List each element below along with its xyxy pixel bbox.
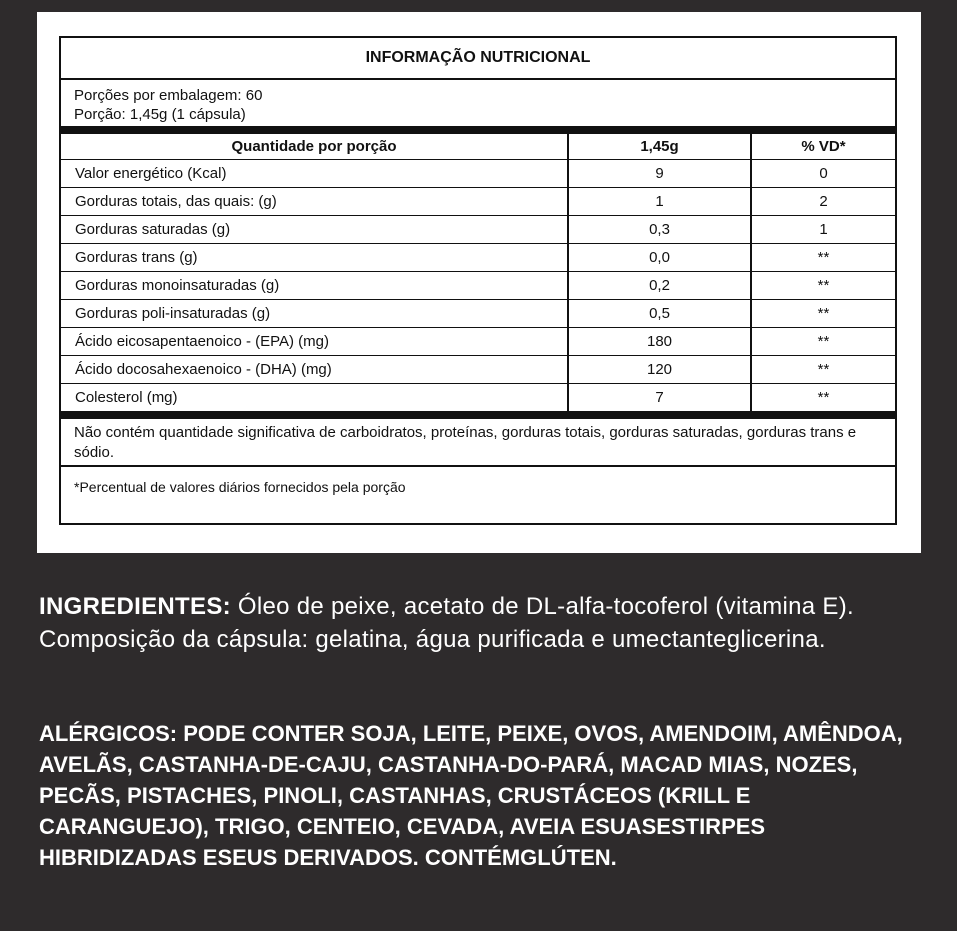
table-row [61,272,895,300]
nutrient-vd: ** [817,277,830,294]
nutrient-amount: 0,2 [569,272,752,299]
table-row [61,300,895,328]
nutrient-vd: ** [817,305,830,322]
nutrient-vd: 2 [819,193,828,210]
nutrient-amount: 120 [569,356,752,383]
ingredients-text [39,590,921,656]
nutrient-vd: ** [817,361,830,378]
table-row [61,356,895,384]
portion-info [61,80,895,134]
nutrient-vd: 0 [819,165,828,182]
nutrient-name: Gorduras totais, das quais: (g) [61,188,569,215]
nutrient-vd: ** [817,249,830,266]
nutrient-amount: 7 [569,384,752,411]
nutrient-name: Gorduras saturadas (g) [61,216,569,243]
nutrient-name: Colesterol (mg) [61,384,569,411]
nutrition-panel [37,12,921,553]
table-body [61,160,895,419]
nutrient-name: Gorduras monoinsaturadas (g) [61,272,569,299]
table-row [61,160,895,188]
header-portion: 1,45g [569,134,752,159]
nutrient-amount: 0,5 [569,300,752,327]
portion-size: Porção: 1,45g (1 cápsula) [74,106,246,123]
header-vd: % VD* [801,138,846,155]
nutrient-vd: 1 [819,221,828,238]
allergens-text: ALÉRGICOS: PODE CONTER SOJA, LEITE, PEIXE, OVOS, AMENDOIM, AMÊNDOA, AVELÃS, CASTANHA-DE-CAJU, CASTANHA-DO-PARÁ, MACAD MIAS, NOZES, PECÃS, PISTACHES, PINOLI, CASTANHAS, CRUSTÁCEOS (KRILL E CARANGUEJO), TRIGO, CENTEIO, CEVADA, AVEIA ESUASESTIRPES HIBRIDIZADAS ESEUS DERIVADOS. CONTÉMGLÚTEN. [39,721,903,870]
table-title: INFORMAÇÃO NUTRICIONAL [61,38,895,80]
table-row [61,244,895,272]
table-row [61,384,895,419]
nutrient-amount: 0,0 [569,244,752,271]
vd-footnote: *Percentual de valores diários fornecidos pela porção [74,479,406,495]
nutrient-name: Gorduras poli-insaturadas (g) [61,300,569,327]
insignificant-note: Não contém quantidade significativa de carboidratos, proteínas, gorduras totais, gorduras saturadas, gorduras trans e sódio. [61,419,895,467]
table-row [61,188,895,216]
nutrient-amount: 180 [569,328,752,355]
portions-per-package: Porções por embalagem: 60 [74,87,263,104]
nutrient-amount: 9 [569,160,752,187]
nutrient-name: Valor energético (Kcal) [61,160,569,187]
nutrition-table [59,36,897,525]
nutrient-amount: 1 [569,188,752,215]
table-row [61,328,895,356]
ingredients-label: INGREDIENTES: [39,593,231,620]
table-header [61,134,895,160]
nutrient-name: Gorduras trans (g) [61,244,569,271]
header-quantity: Quantidade por porção [61,134,569,159]
nutrient-vd: ** [817,389,830,406]
nutrient-vd: ** [817,333,830,350]
nutrient-name: Ácido docosahexaenoico - (DHA) (mg) [61,356,569,383]
nutrient-name: Ácido eicosapentaenoico - (EPA) (mg) [61,328,569,355]
ingredients-body: Óleo de peixe, acetato de DL-alfa-tocoferol (vitamina E). Composição da cápsula: gelatina, água purificada e umectanteglicerina. [39,593,854,653]
table-row [61,216,895,244]
nutrient-amount: 0,3 [569,216,752,243]
